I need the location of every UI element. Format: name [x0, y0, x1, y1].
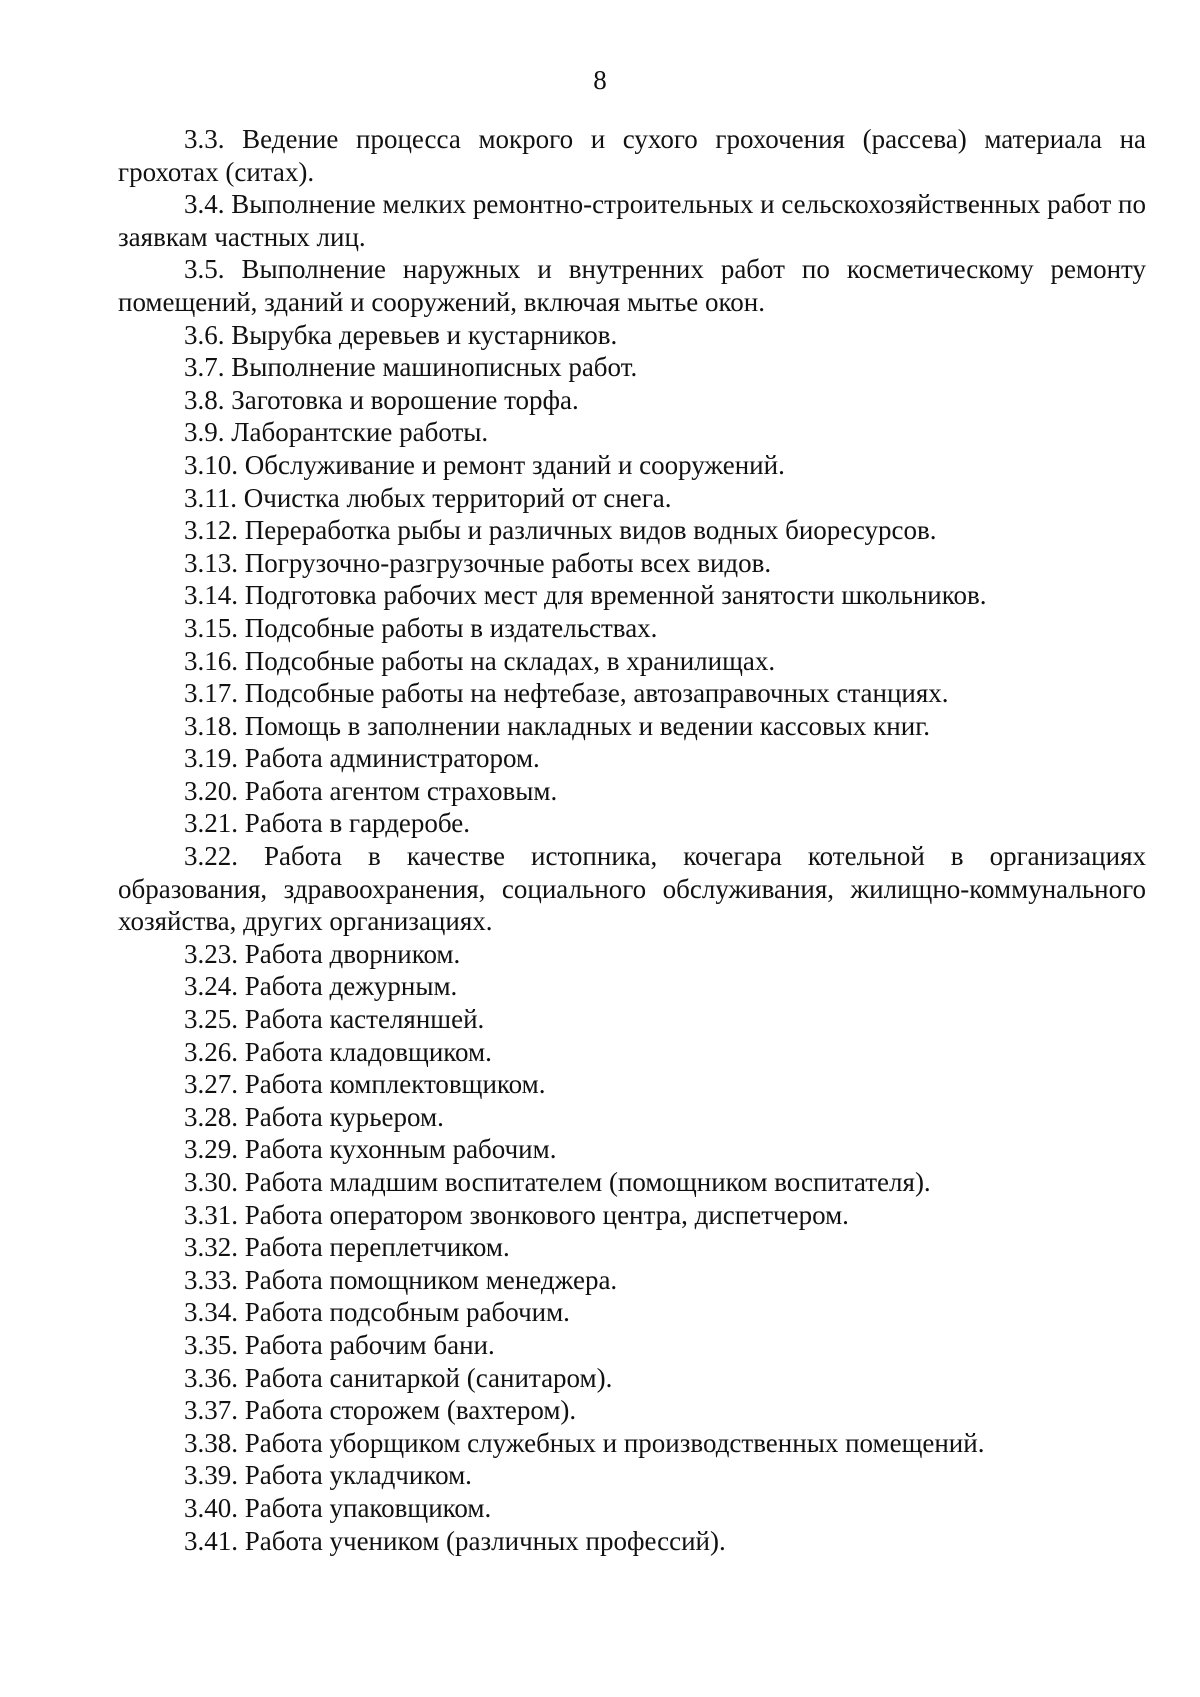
- list-item: 3.23. Работа дворником.: [184, 938, 461, 969]
- list-item: 3.22. Работа в качестве истопника, кочегара котельной в организациях образования, здравоохранения, социального обслуживания, жилищно-коммунального хозяйства, других организациях.: [118, 841, 1146, 937]
- list-item: 3.20. Работа агентом страховым.: [184, 775, 558, 806]
- list-item: 3.11. Очистка любых территорий от снега.: [184, 482, 672, 513]
- list-item: 3.8. Заготовка и ворошение торфа.: [184, 384, 579, 415]
- list-item: 3.41. Работа учеником (различных профессий).: [184, 1525, 726, 1556]
- list-item: 3.40. Работа упаковщиком.: [184, 1492, 492, 1523]
- list-item: 3.10. Обслуживание и ремонт зданий и сооружений.: [184, 449, 785, 480]
- list-item: 3.17. Подсобные работы на нефтебазе, автозаправочных станциях.: [184, 678, 949, 709]
- list-item: 3.15. Подсобные работы в издательствах.: [184, 612, 658, 643]
- list-item: 3.5. Выполнение наружных и внутренних работ по косметическому ремонту помещений, зданий и сооружений, включая мытье окон.: [118, 254, 1146, 317]
- list-item: 3.28. Работа курьером.: [184, 1101, 444, 1132]
- list-item: 3.3. Ведение процесса мокрого и сухого грохочения (рассева) материала на грохотах (ситах).: [118, 124, 1146, 187]
- list-item: 3.4. Выполнение мелких ремонтно-строительных и сельскохозяйственных работ по заявкам частных лиц.: [118, 189, 1146, 252]
- list-item: 3.39. Работа укладчиком.: [184, 1460, 472, 1491]
- list-item: 3.29. Работа кухонным рабочим.: [184, 1134, 557, 1165]
- list-item: 3.16. Подсобные работы на складах, в хранилищах.: [184, 645, 776, 676]
- list-item: 3.33. Работа помощником менеджера.: [184, 1264, 618, 1295]
- list-item: 3.24. Работа дежурным.: [184, 971, 458, 1002]
- list-item: 3.14. Подготовка рабочих мест для временной занятости школьников.: [184, 580, 987, 611]
- list-item: 3.30. Работа младшим воспитателем (помощником воспитателя).: [184, 1167, 931, 1197]
- list-item: 3.26. Работа кладовщиком.: [184, 1036, 492, 1067]
- list-item: 3.21. Работа в гардеробе.: [184, 808, 471, 839]
- list-item: 3.18. Помощь в заполнении накладных и ведении кассовых книг.: [184, 710, 930, 741]
- list-item: 3.19. Работа администратором.: [184, 743, 540, 774]
- list-item: 3.32. Работа переплетчиком.: [184, 1232, 510, 1263]
- page-number: 8: [593, 65, 607, 95]
- list-item: 3.13. Погрузочно-разгрузочные работы всех видов.: [184, 547, 772, 578]
- list-item: 3.9. Лаборантские работы.: [184, 417, 489, 448]
- document-body: [118, 123, 1146, 1557]
- list-item: 3.25. Работа кастеляншей.: [184, 1004, 485, 1035]
- list-item: 3.34. Работа подсобным рабочим.: [184, 1297, 570, 1328]
- list-item: 3.37. Работа сторожем (вахтером).: [184, 1395, 577, 1426]
- list-item: 3.31. Работа оператором звонкового центра, диспетчером.: [184, 1199, 849, 1230]
- list-item: 3.7. Выполнение машинописных работ.: [184, 352, 638, 383]
- list-item: 3.38. Работа уборщиком служебных и производственных помещений.: [184, 1427, 985, 1458]
- list-item: 3.12. Переработка рыбы и различных видов водных биоресурсов.: [184, 515, 937, 546]
- list-item: 3.36. Работа санитаркой (санитаром).: [184, 1362, 613, 1393]
- list-item: 3.27. Работа комплектовщиком.: [184, 1069, 546, 1100]
- list-item: 3.35. Работа рабочим бани.: [184, 1329, 495, 1360]
- list-item: 3.6. Вырубка деревьев и кустарников.: [184, 319, 618, 350]
